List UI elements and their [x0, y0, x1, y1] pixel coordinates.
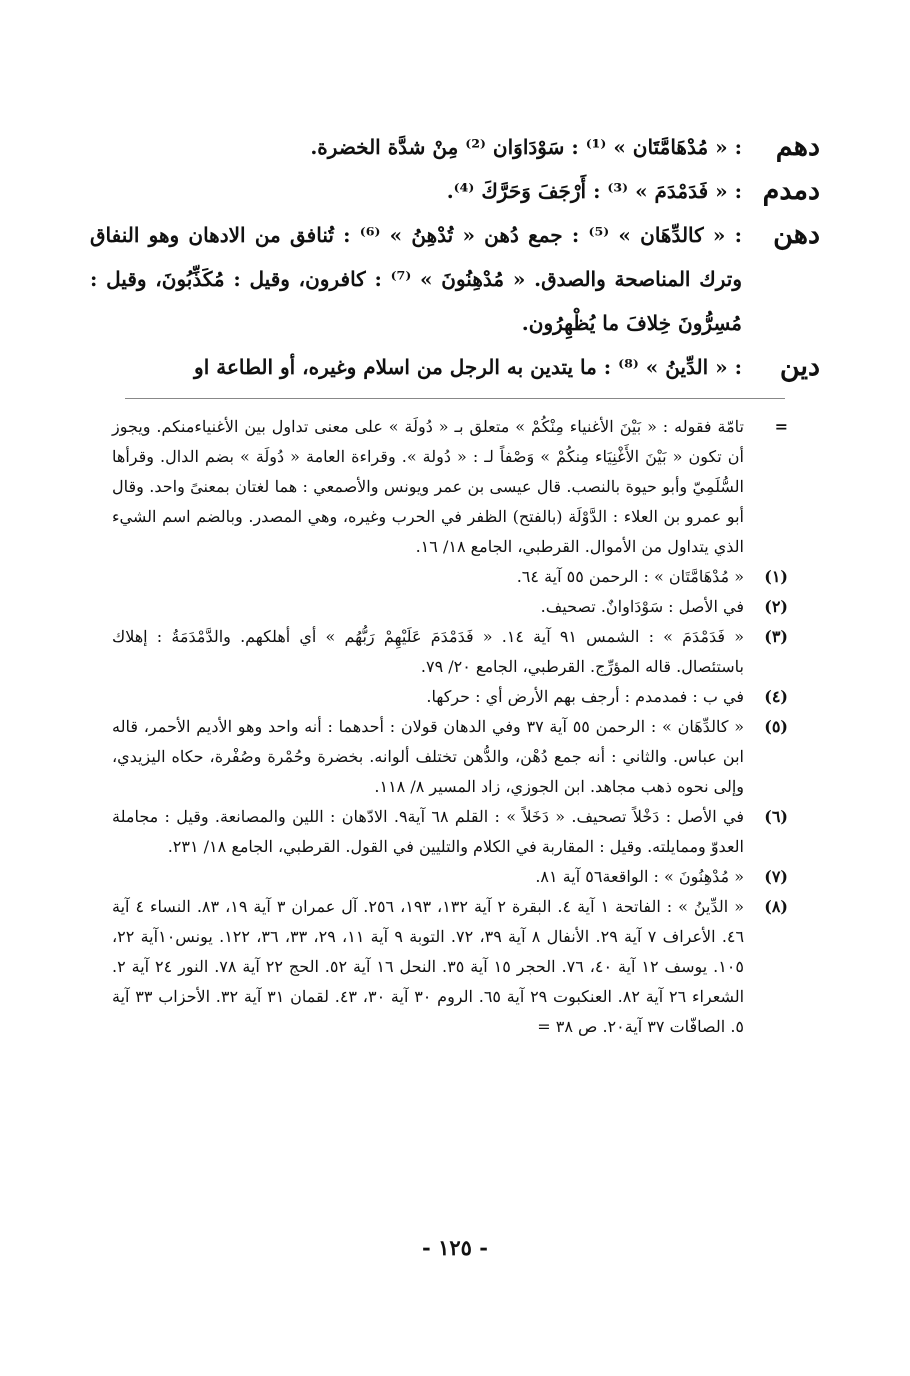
footnote-number: (٣) [764, 627, 788, 646]
footnote-4 [112, 682, 788, 712]
footnote-1 [112, 562, 788, 592]
footnote-3 [112, 622, 788, 682]
entry-definition: : « كالدِّهَان » ⁽⁵⁾ : جمع دُهن « تُدْهِنُ » ⁽⁶⁾ : تُنافق من الادهان وهو النفاق وترك المناصحة والصدق. « مُدْهِنُونَ » ⁽⁷⁾ : كافرون، وقيل : مُكَذِّبُونَ، وقيل : مُسِرُّونَ خِلافَ ما يُظْهِرُون. [90, 223, 742, 335]
footnote-number: (٢) [764, 597, 788, 616]
footnote-2 [112, 592, 788, 622]
footnote-number: (٥) [764, 717, 788, 736]
page-number: - ١٢٥ - [422, 1235, 488, 1260]
footnote-text: في الأصل : دَخْلاً تصحيف. « دَخَلاً » : القلم ٦٨ آية٩. الادّهان : اللين والمصانعة. وقيل : مجاملة العدوّ وممايلته. وقيل : المقاربة في الكلام والتليين في القول. القرطبي، الجامع ١٨/ ٢٣١. [112, 807, 745, 856]
entry-din [90, 345, 820, 389]
entry-definition: : « الدِّينُ » ⁽⁸⁾ : ما يتدين به الرجل من اسلام وغيره، أو الطاعة او [194, 355, 742, 379]
footnote-number: (٤) [764, 687, 788, 706]
entry-dahan [90, 213, 820, 345]
entry-definition: : « مُدْهَامَّتَان » ⁽¹⁾ : سَوْدَاوَان ⁽²⁾ مِنْ شدَّة الخضرة. [310, 135, 742, 159]
entry-definition: : « فَدَمْدَمَ » ⁽³⁾ : أَرْجَفَ وَحَرَّكَ ⁽⁴⁾. [446, 179, 742, 203]
footnote-number: (٦) [764, 807, 788, 826]
footnote-6 [112, 802, 788, 862]
footnote-text: « مُدْهَامَّتَان » : الرحمن ٥٥ آية ٦٤. [516, 567, 744, 586]
footnotes [112, 412, 788, 1042]
footnote-number: (١) [764, 567, 788, 586]
footnote-continuation [112, 412, 788, 562]
entry-headword: دهن [773, 219, 820, 250]
footnote-divider [125, 398, 785, 399]
footnote-number: = [774, 417, 788, 436]
footnote-number: (٧) [764, 867, 788, 886]
footnote-text: « فَدَمْدَمَ » : الشمس ٩١ آية ١٤. « فَدَمْدَمَ عَلَيْهِمْ رَبُّهُم » أي أهلكهم. والدَّمْدَمَةُ : إهلاك باستئصال. قاله المؤرِّج. القرطبي، الجامع ٢٠/ ٧٩. [112, 627, 744, 676]
footnote-7 [112, 862, 788, 892]
footnote-text: تامّة فقوله : « بَيْنَ الأغنياء مِنْكُمْ » متعلق بـ « دُولَة » على معنى تداول بين الأغنياءمنكم. ويجوز أن تكون « بَيْنَ الأَغْنِيَاء مِنكُمْ » وَصْفاً لـ : « دُولة ». وقراءة العامة « دُولَة » بضم الدال. وقرأها السُّلَمِيّ وأبو حيوة بالنصب. قال عيسى بن عمر ويونس والأصمعي : هما لغتان بمعنىً واحد. وقال أبو عمرو بن العلاء : الدَّوْلَة (بالفتح) الظفر في الحرب وغيره، وهي المصدر. وبالضم اسم الشيء الذي يتداول من الأموال. القرطبي، الجامع ١٨/ ١٦. [112, 417, 745, 556]
entry-headword: دين [779, 351, 820, 382]
footnote-text: في ب : فمدمدم : أرجف بهم الأرض أي : حركها. [426, 687, 744, 706]
footnote-text: « مُدْهِنُونَ » : الواقعة٥٦ آية ٨١. [535, 867, 744, 886]
footnote-5 [112, 712, 788, 802]
entry-headword: دهم [775, 131, 820, 162]
entry-headword: دمدم [762, 175, 820, 206]
footnote-text: « الدِّينُ » : الفاتحة ١ آية ٤. البقرة ٢ آية ١٣٢، ١٩٣، ٢٥٦. آل عمران ٣ آية ١٩، ٨٣. النساء ٤ آية ٤٦. الأعراف ٧ آية ٢٩. الأنفال ٨ آية ٣٩، ٧٢. التوبة ٩ آية ١١، ٢٩، ٣٣، ٣٦، ١٢٢. يونس١٠آية ٢٢، ١٠٥. يوسف ١٢ آية ٤٠، ٧٦. الحجر ١٥ آية ٣٥. النحل ١٦ آية ٥٢. الحج ٢٢ آية ٧٨. النور ٢٤ آية ٢. الشعراء ٢٦ آية ٨٢. العنكبوت ٢٩ آية ٦٥. الروم ٣٠ آية ٣٠، ٤٣. لقمان ٣١ آية ٣٢. الأحزاب ٣٣ آية ٥. الصافّات ٣٧ آية٢٠. ص ٣٨ = [112, 897, 745, 1036]
footnote-number: (٨) [764, 897, 788, 916]
dictionary-entries [90, 125, 820, 389]
entry-daham [90, 125, 820, 169]
footnote-text: في الأصل : سَوْدَاوانٌ. تصحيف. [540, 597, 744, 616]
footnote-text: « كالدِّهَان » : الرحمن ٥٥ آية ٣٧ وفي الدهان قولان : أحدهما : أنه واحد وهو الأديم الأحمر، قاله ابن عباس. والثاني : أنه جمع دُهْن، والدُّهن تختلف ألوانه. بخضرة وحُمْرة وصُفْرة، حكاه اليزيدي، وإلى نحوه ذهب مجاهد. ابن الجوزي، زاد المسير ٨/ ١١٨. [112, 717, 744, 796]
footnote-8 [112, 892, 788, 1042]
entry-damdam [90, 169, 820, 213]
